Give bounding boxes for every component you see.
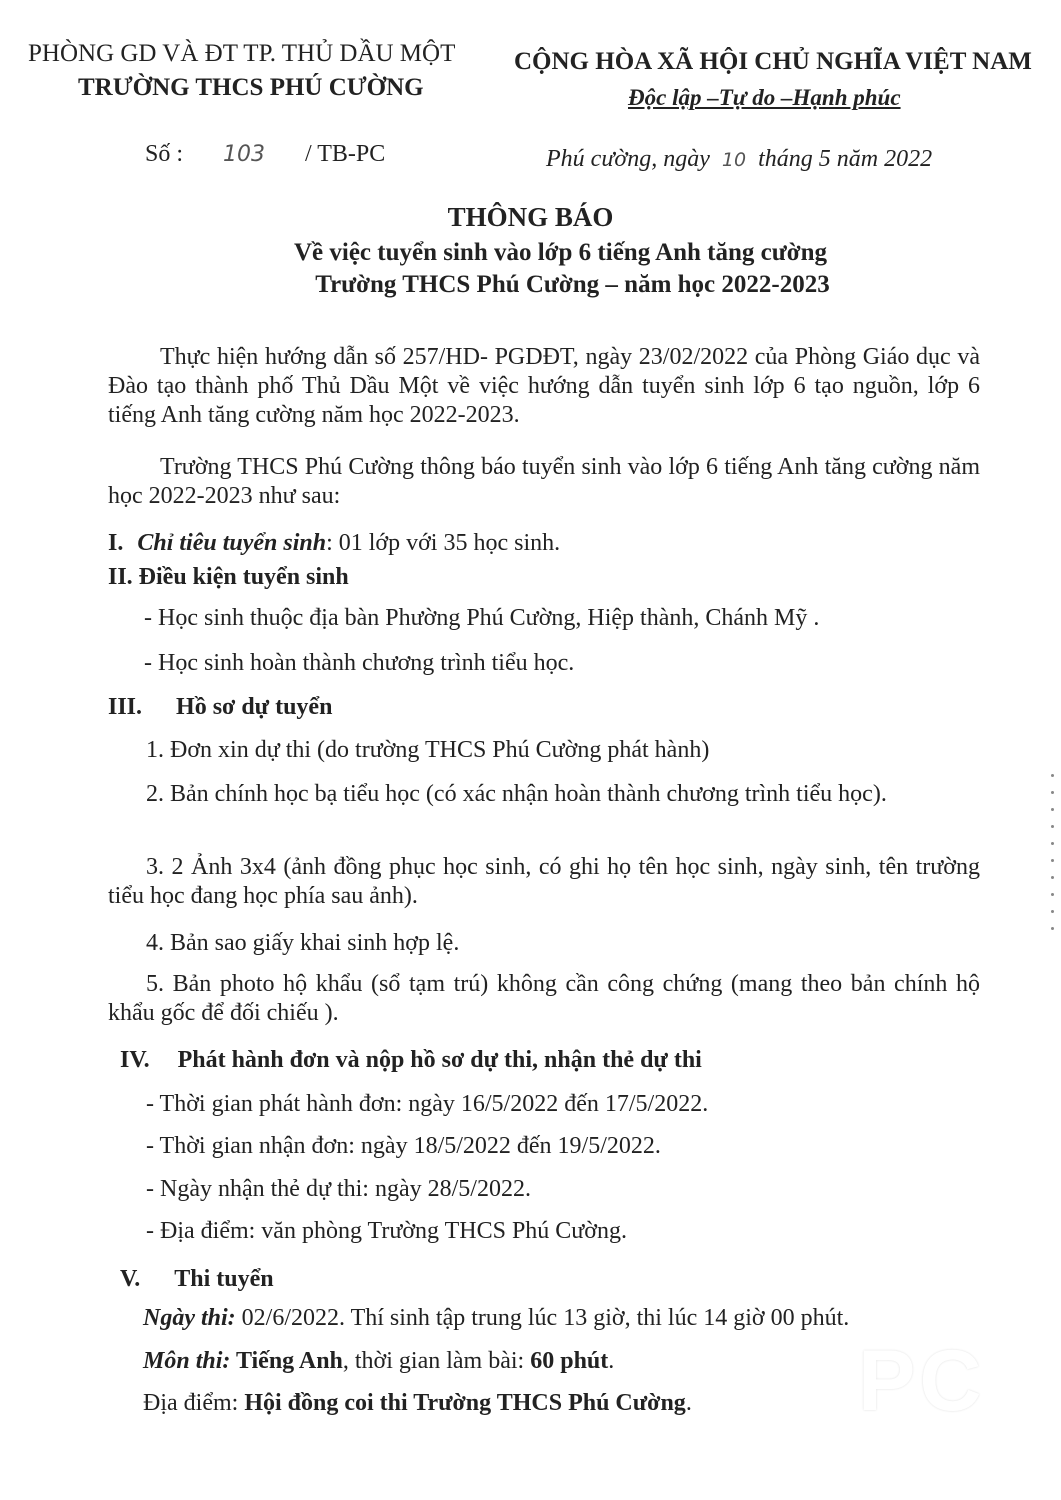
doc-subtitle-2: Trường THCS Phú Cường – năm học 2022-2023 — [315, 271, 830, 298]
exam-subject-label: Môn thi: — [143, 1348, 231, 1374]
exam-location-end: . — [685, 1390, 692, 1416]
section-3-item-3: 3. 2 Ảnh 3x4 (ảnh đồng phục học sinh, có ghi họ tên học sinh, ngày sinh, tên trường tiểu học đang học phía sau ảnh). — [108, 854, 980, 909]
exam-subject-end: . — [608, 1348, 615, 1374]
section-2-heading: II. Điều kiện tuyển sinh — [108, 564, 349, 590]
section-4-item-2: - Thời gian nhận đơn: ngày 18/5/2022 đến 19/5/2022. — [146, 1133, 661, 1159]
doc-number-suffix: / TB-PC — [305, 141, 386, 167]
doc-number-label: Số : — [145, 141, 184, 167]
doc-subtitle-1: Về việc tuyển sinh vào lớp 6 tiếng Anh tăng cường — [293, 239, 828, 266]
agency-name: PHÒNG GD VÀ ĐT TP. THỦ DẦU MỘT — [28, 40, 456, 67]
exam-location-line — [143, 1387, 692, 1419]
section-3-item-2: 2. Bản chính học bạ tiểu học (có xác nhận hoàn thành chương trình tiểu học). — [146, 781, 887, 807]
section-3-number: III. — [108, 694, 143, 720]
scan-edge-speckles — [1051, 760, 1057, 944]
section-5-heading — [120, 1263, 274, 1295]
section-4-number: IV. — [120, 1047, 150, 1073]
section-3-item-1: 1. Đơn xin dự thi (do trường THCS Phú Cường phát hành) — [146, 737, 710, 763]
national-title: CỘNG HÒA XÃ HỘI CHỦ NGHĨA VIỆT NAM — [514, 48, 1032, 75]
doc-number-handwritten: 103 — [223, 142, 266, 167]
section-3-item-4: 4. Bản sao giấy khai sinh hợp lệ. — [146, 930, 460, 956]
section-5-number: V. — [120, 1266, 141, 1292]
exam-location: Hội đồng coi thi Trường THCS Phú Cường — [244, 1390, 686, 1416]
section-4-item-1: - Thời gian phát hành đơn: ngày 16/5/2022 đến 17/5/2022. — [146, 1091, 709, 1117]
section-5-label: Thi tuyển — [174, 1266, 274, 1292]
intro-paragraph-2: Trường THCS Phú Cường thông báo tuyển sinh vào lớp 6 tiếng Anh tăng cường năm học 2022-2023 như sau: — [108, 454, 980, 509]
section-1-label: Chỉ tiêu tuyển sinh — [137, 530, 327, 556]
section-1-line — [108, 527, 560, 559]
section-3-label: Hồ sơ dự tuyển — [176, 694, 333, 720]
section-1-number: I. — [108, 530, 124, 556]
school-name: TRƯỜNG THCS PHÚ CƯỜNG — [78, 74, 424, 101]
doc-date-prefix: Phú cường, ngày — [546, 146, 710, 172]
section-4-item-3: - Ngày nhận thẻ dự thi: ngày 28/5/2022. — [146, 1176, 531, 1202]
section-4-heading — [120, 1044, 702, 1076]
doc-date-line — [546, 146, 932, 173]
section-1-text: : 01 lớp với 35 học sinh. — [326, 530, 561, 556]
exam-subject-mid: , thời gian làm bài: — [342, 1348, 531, 1374]
exam-subject: Tiếng Anh — [230, 1348, 343, 1374]
section-2-item-1: - Học sinh thuộc địa bàn Phường Phú Cường, Hiệp thành, Chánh Mỹ . — [144, 605, 820, 631]
section-4-item-4: - Địa điểm: văn phòng Trường THCS Phú Cường. — [146, 1218, 627, 1244]
national-motto: Độc lập –Tự do –Hạnh phúc — [628, 85, 901, 110]
doc-number-line — [145, 141, 385, 168]
doc-date-day: 10 — [721, 149, 747, 171]
exam-date-label: Ngày thi: — [143, 1305, 236, 1331]
section-3-heading — [108, 691, 332, 723]
doc-date-suffix: tháng 5 năm 2022 — [758, 146, 933, 172]
section-2-item-2: - Học sinh hoàn thành chương trình tiểu học. — [144, 650, 575, 676]
section-4-label: Phát hành đơn và nộp hồ sơ dự thi, nhận thẻ dự thi — [177, 1047, 702, 1073]
intro-paragraph-1: Thực hiện hướng dẫn số 257/HD- PGDĐT, ngày 23/02/2022 của Phòng Giáo dục và Đào tạo thành phố Thủ Dầu Một về việc hướng dẫn tuyển sinh lớp 6 tạo nguồn, lớp 6 tiếng Anh tăng cường năm học 2022-2023. — [108, 344, 980, 428]
exam-date-line — [143, 1302, 849, 1334]
doc-title: THÔNG BÁO — [447, 202, 614, 232]
exam-duration: 60 phút — [530, 1348, 609, 1374]
exam-subject-line — [143, 1345, 614, 1377]
exam-date-text: 02/6/2022. Thí sinh tập trung lúc 13 giờ, thi lúc 14 giờ 00 phút. — [235, 1305, 850, 1331]
exam-location-label: Địa điểm: — [143, 1390, 245, 1416]
section-3-item-5: 5. Bản photo hộ khẩu (sổ tạm trú) không cần công chứng (mang theo bản chính hộ khẩu gốc để đối chiếu ). — [108, 971, 980, 1026]
pc-watermark: PC — [858, 1333, 986, 1429]
